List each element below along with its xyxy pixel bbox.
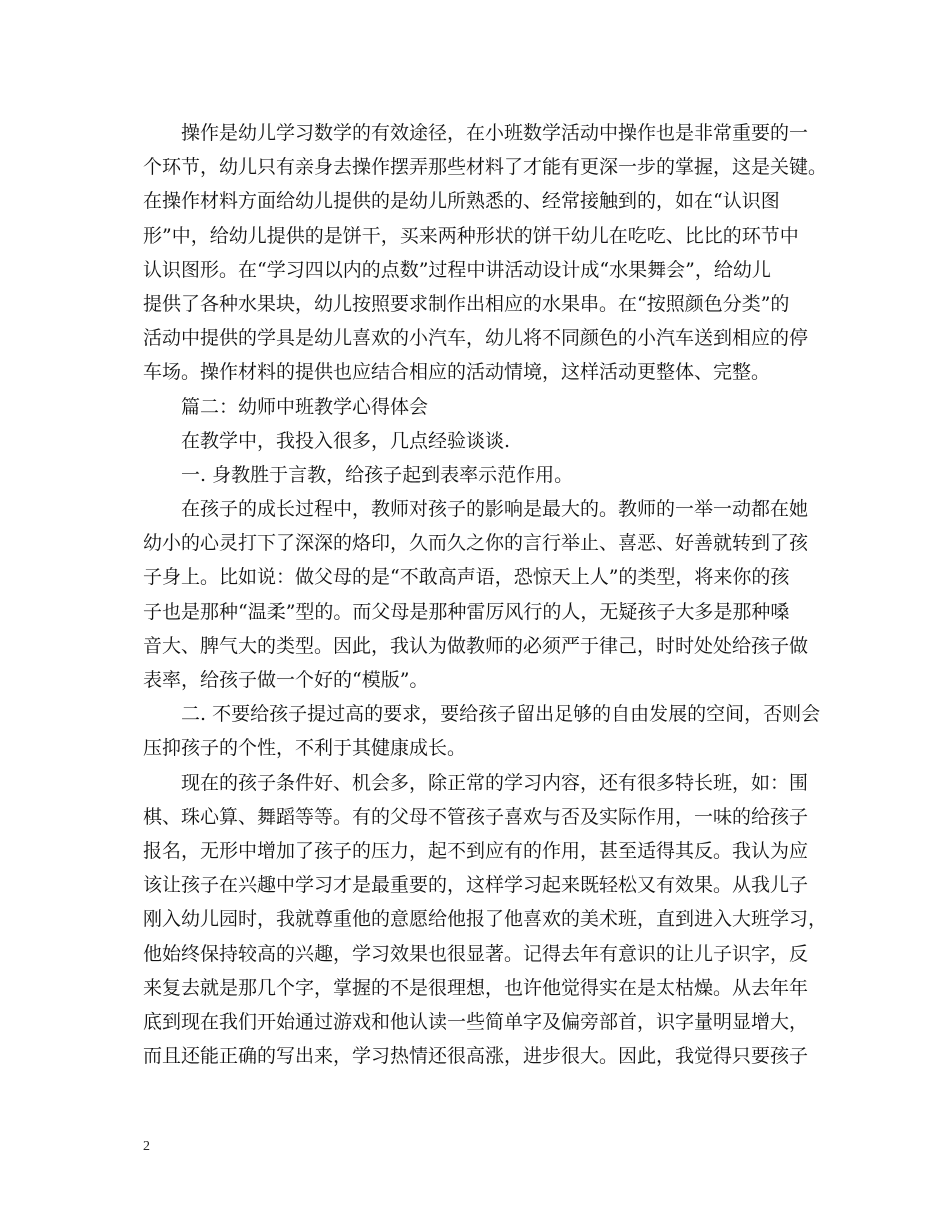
text-line: 报名，无形中增加了孩子的压力，起不到应有的作用，甚至适得其反。我认为应 [143, 839, 809, 862]
text-line: 棋、珠心算、舞蹈等等。有的父母不管孩子喜欢与否及实际作用，一味的给孩子 [143, 805, 809, 828]
text-line: 刚入幼儿园时，我就尊重他的意愿给他报了他喜欢的美术班，直到进入大班学习， [143, 908, 828, 931]
text-line: 子也是那种“温柔”型的。而父母是那种雷厉风行的人，无疑孩子大多是那种嗓 [143, 600, 790, 623]
text-line: 认识图形。在“学习四以内的点数”过程中讲活动设计成“水果舞会”，给幼儿 [143, 258, 771, 281]
text-line: 个环节，幼儿只有亲身去操作摆弄那些材料了才能有更深一步的掌握，这是关键。 [143, 156, 828, 179]
text-line: 二. 不要给孩子提过高的要求，要给孩子留出足够的自由发展的空间，否则会 [181, 703, 821, 726]
text-line: 现在的孩子条件好、机会多，除正常的学习内容，还有很多特长班，如：围 [181, 771, 809, 794]
text-line: 车场。操作材料的提供也应结合相应的活动情境，这样活动更整体、完整。 [143, 361, 771, 384]
text-line: 他始终保持较高的兴趣，学习效果也很显著。记得去年有意识的让儿子识字，反 [143, 942, 809, 965]
text-line: 底到现在我们开始通过游戏和他认读一些简单字及偏旁部首，识字量明显增大， [143, 1010, 809, 1033]
page-number: 2 [143, 1139, 150, 1154]
text-line: 来复去就是那几个字，掌握的不是很理想，也许他觉得实在是太枯燥。从去年年 [143, 976, 809, 999]
text-line: 幼小的心灵打下了深深的烙印，久而久之你的言行举止、喜恶、好善就转到了孩 [143, 532, 809, 555]
text-line: 表率，给孩子做一个好的“模版”。 [143, 669, 429, 691]
text-line: 提供了各种水果块，幼儿按照要求制作出相应的水果串。在“按照颜色分类”的 [143, 292, 790, 315]
text-line: 活动中提供的学具是幼儿喜欢的小汽车，幼儿将不同颜色的小汽车送到相应的停 [143, 327, 809, 350]
text-line: 子身上。比如说：做父母的是“不敢高声语，恐惊天上人”的类型，将来你的孩 [143, 566, 790, 589]
document-body [143, 116, 828, 1073]
text-line: 在孩子的成长过程中，教师对孩子的影响是最大的。教师的一举一动都在她 [181, 498, 809, 521]
text-line: 篇二：幼师中班教学心得体会 [181, 395, 429, 418]
text-line: 操作是幼儿学习数学的有效途径，在小班数学活动中操作也是非常重要的一 [181, 122, 809, 144]
text-line: 一. 身教胜于言教，给孩子起到表率示范作用。 [181, 463, 574, 486]
text-line: 压抑孩子的个性，不利于其健康成长。 [143, 737, 467, 760]
text-line: 形”中，给幼儿提供的是饼干，买来两种形状的饼干幼儿在吃吃、比比的环节中 [143, 224, 799, 247]
text-line: 在教学中，我投入很多，几点经验谈谈. [181, 429, 511, 452]
text-line: 该让孩子在兴趣中学习才是最重要的，这样学习起来既轻松又有效果。从我儿子 [143, 874, 809, 897]
text-line: 音大、脾气大的类型。因此，我认为做教师的必须严于律己，时时处处给孩子做 [143, 634, 809, 657]
text-line: 在操作材料方面给幼儿提供的是幼儿所熟悉的、经常接触到的，如在“认识图 [143, 190, 780, 213]
text-line: 而且还能正确的写出来，学习热情还很高涨，进步很大。因此，我觉得只要孩子 [143, 1045, 809, 1068]
